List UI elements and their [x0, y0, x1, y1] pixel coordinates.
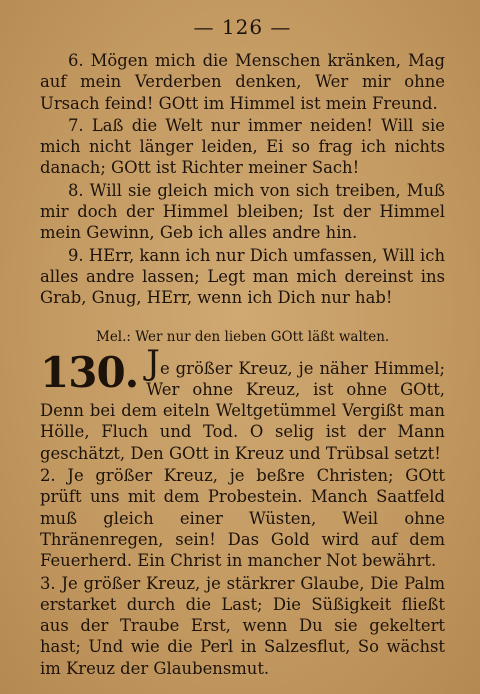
- stanza-8: 8. Will sie gleich mich von sich treiben, Muß mir doch der Himmel bleiben; Ist der Himmel mein Gewinn, Geb ich alles andre hin.: [40, 180, 445, 243]
- dropcap-letter: J: [146, 342, 160, 383]
- previous-hymn-stanzas: [40, 50, 445, 309]
- hymn-stanza-1-text: e größer Kreuz, je näher Himmel; Wer ohne Kreuz, ist ohne GOtt, Denn bei dem eiteln Weltgetümmel Vergißt man Hölle, Fluch und Tod. O selig ist der Mann geschätzt, Den GOtt in Kreuz und Trübsal setzt!: [40, 358, 445, 463]
- hymn-130: [40, 342, 445, 679]
- hymn-number: 130.: [40, 347, 139, 397]
- stanza-9: 9. HErr, kann ich nur Dich umfassen, Will ich alles andre lassen; Legt man mich dereinst ins Grab, Gnug, HErr, wenn ich Dich nur hab!: [40, 245, 446, 308]
- page-number: — 126 —: [193, 15, 292, 39]
- hymnal-page: [40, 14, 445, 680]
- melody-line: Mel.: Wer nur den lieben GOtt läßt walten.: [96, 328, 390, 345]
- hymn-stanza-3: 3. Je größer Kreuz, je stärkrer Glaube, Die Palm erstarket durch die Last; Die Süßigkeit fließt aus der Traube Erst, wenn Du sie gekeltert hast; Und wie die Perl in Salzesflut, So wächst im Kreuz der Glaubensmut.: [40, 573, 445, 678]
- hymn-stanza-2: 2. Je größer Kreuz, je beßre Christen; GOtt prüft uns mit dem Probestein. Manch Saatfeld muß gleich einer Wüsten, Weil ohne Thränenregen, sein! Das Gold wird auf dem Feuerherd. Ein Christ in mancher Not bewährt.: [40, 466, 445, 571]
- stanza-6: 6. Mögen mich die Menschen kränken, Mag auf mein Verderben denken, Wer mir ohne Ursach feind! GOtt im Himmel ist mein Freund.: [40, 51, 445, 113]
- stanza-7: 7. Laß die Welt nur immer neiden! Will sie mich nicht länger leiden, Ei so frag ich nichts danach; GOtt ist Richter meiner Sach!: [40, 115, 445, 178]
